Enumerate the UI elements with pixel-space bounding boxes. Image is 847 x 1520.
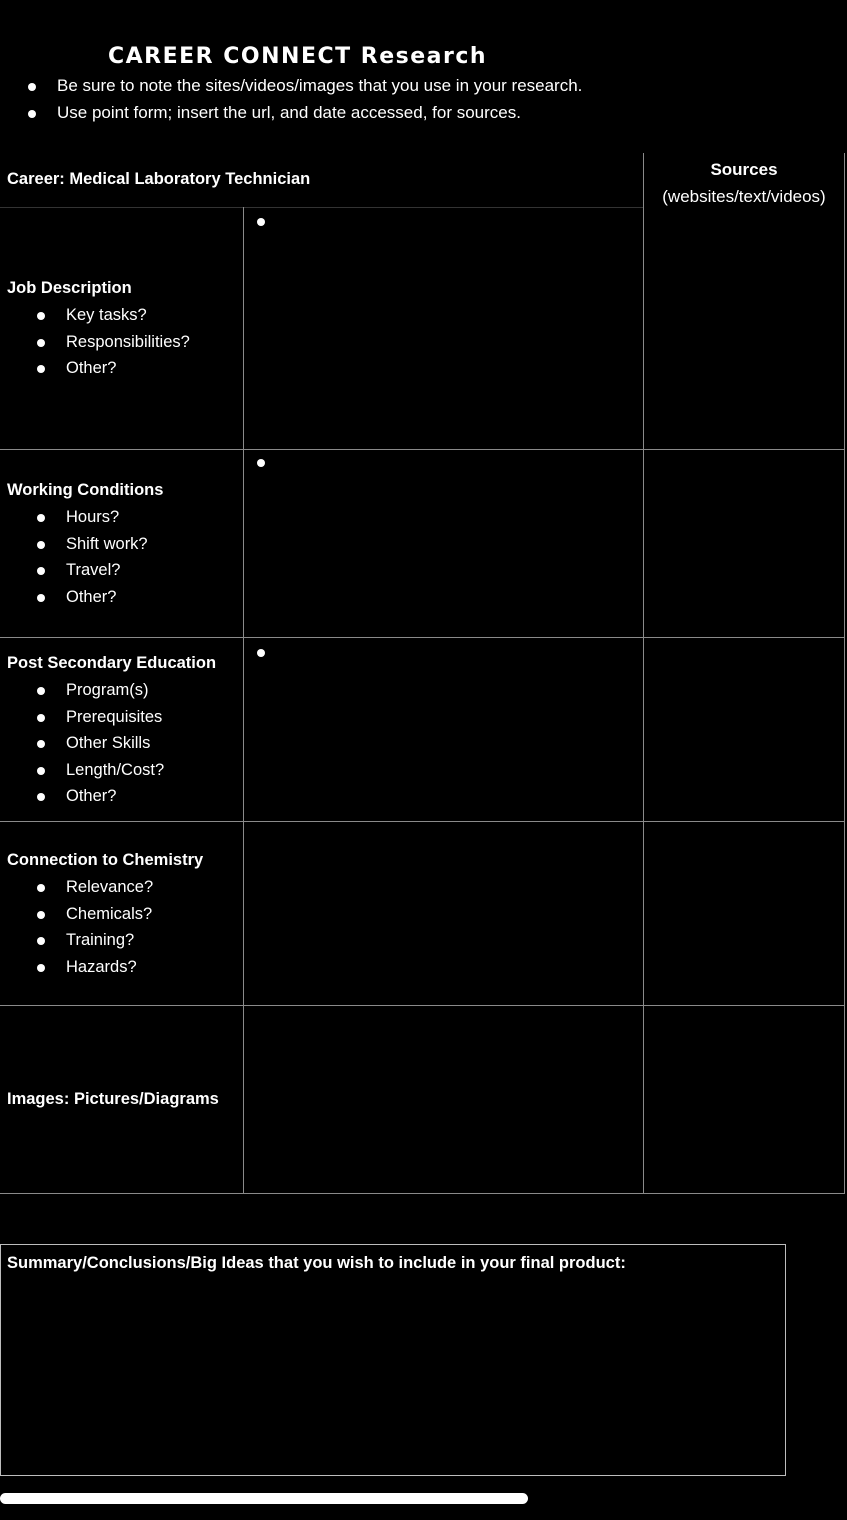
row-heading: Connection to Chemistry (7, 851, 204, 869)
table-divider (0, 207, 644, 208)
table-divider (0, 449, 845, 450)
list-item: Relevance? (37, 874, 203, 901)
instruction-item: Use point form; insert the url, and date accessed, for sources. (28, 99, 582, 126)
table-divider (243, 207, 244, 1194)
career-label: Career: Medical Laboratory Technician (7, 170, 311, 188)
table-divider (643, 153, 644, 1194)
table-divider (0, 821, 845, 822)
list-item: Hazards? (37, 954, 203, 981)
row-heading: Job Description (7, 279, 132, 297)
table-divider (0, 1193, 845, 1194)
row-heading: Working Conditions (7, 481, 164, 499)
list-item: Training? (37, 927, 203, 954)
list-item: Other? (37, 783, 216, 810)
summary-box[interactable] (0, 1244, 786, 1476)
list-item: Other? (37, 355, 190, 382)
list-item: Chemicals? (37, 901, 203, 928)
notes-bullet-icon (257, 459, 265, 467)
list-item: Program(s) (37, 677, 216, 704)
list-item: Prerequisites (37, 704, 216, 731)
table-divider (844, 153, 845, 1194)
notes-bullet-icon (257, 218, 265, 226)
row-post-secondary-education (7, 650, 216, 810)
row-connection-to-chemistry (7, 847, 203, 980)
horizontal-scrollbar[interactable] (0, 1493, 528, 1504)
list-item: Hours? (37, 504, 163, 531)
summary-label: Summary/Conclusions/Big Ideas that you wish to include in your final product: (7, 1254, 626, 1272)
row-bullet-list (7, 504, 163, 610)
list-item: Other? (37, 584, 163, 611)
list-item: Travel? (37, 557, 163, 584)
sources-title: Sources (710, 160, 778, 179)
list-item: Other Skills (37, 730, 216, 757)
row-heading: Post Secondary Education (7, 654, 217, 672)
row-bullet-list (7, 874, 203, 980)
row-bullet-list (7, 302, 190, 382)
sources-subtitle: (websites/text/videos) (662, 187, 826, 206)
table-divider (0, 637, 845, 638)
row-heading: Images: Pictures/Diagrams (7, 1090, 219, 1108)
instruction-item: Be sure to note the sites/videos/images that you use in your research. (28, 72, 582, 99)
row-bullet-list (7, 677, 216, 810)
row-images (7, 1086, 219, 1113)
list-item: Responsibilities? (37, 329, 190, 356)
notes-bullet-icon (257, 649, 265, 657)
page-title: CAREER CONNECT Research (108, 44, 488, 69)
row-job-description (7, 275, 190, 382)
list-item: Length/Cost? (37, 757, 216, 784)
instructions-list (28, 72, 582, 126)
list-item: Key tasks? (37, 302, 190, 329)
sources-header (645, 156, 843, 210)
table-divider (0, 1005, 845, 1006)
list-item: Shift work? (37, 531, 163, 558)
row-working-conditions (7, 477, 163, 610)
